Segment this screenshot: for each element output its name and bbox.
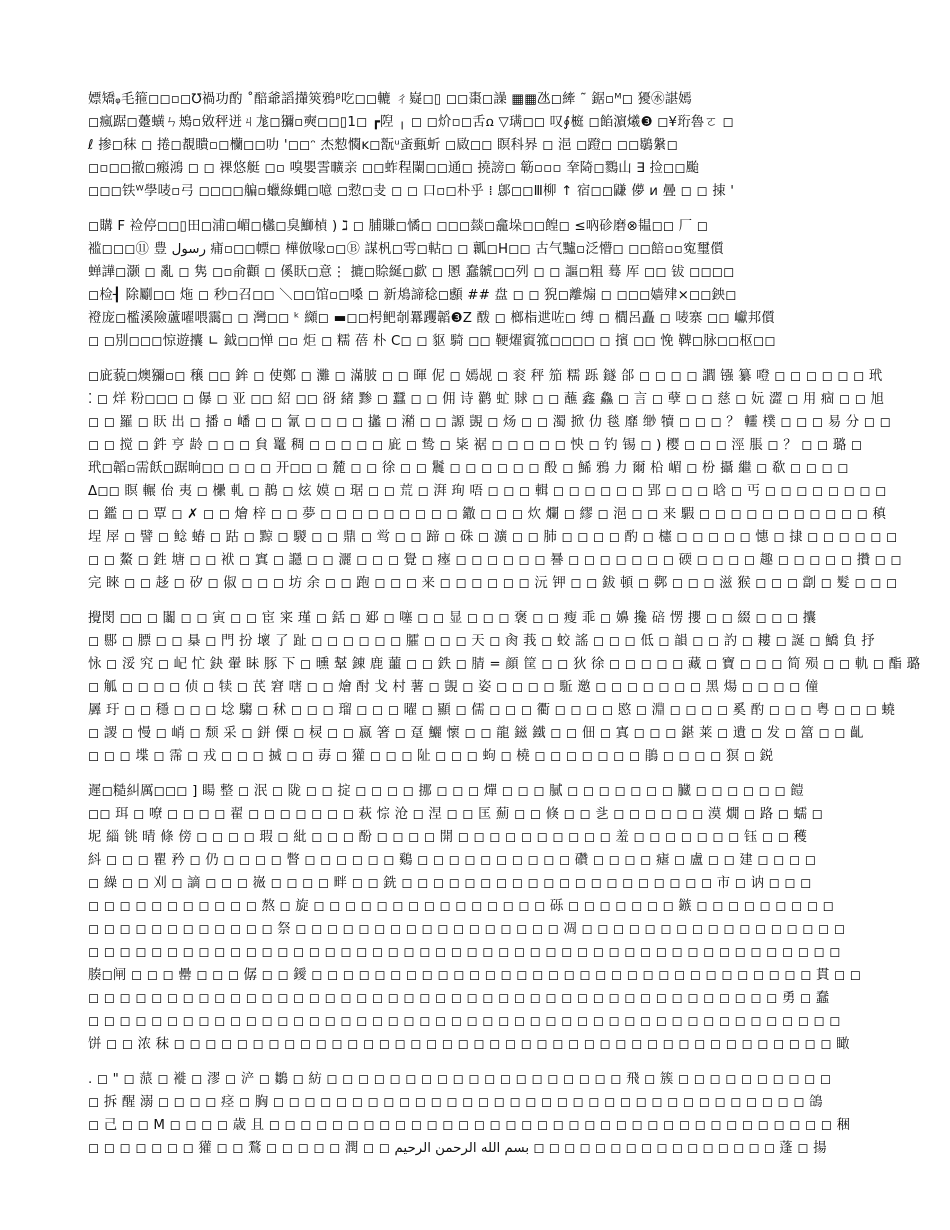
text-line: ◻ ◻ ◻ ◻ ◻ ◻ ◻ ◻ ◻ ◻ ◻ 熬 ◻ 旋 ◻ ◻ ◻ ◻ ◻ ◻ ◻ ◻ ◻ ◻ ◻ ◻ ◻ ◻ ◻ 砾 ◻ ◻ ◻ ◻ ◻ ◻ ◻ 鏃 ◻ ◻ ◻ ◻ ◻ ◻ ◻ ◻ ◻ [88,899,834,914]
document-page [88,88,921,1156]
text-line: 䙞庞◻檻溪險蘆嚁喂靄◻ ◻ 灣◻◻ ᵏ 纐◻ ▬◻◻枵鲃剞羃躩韜❸Z 酦 ◻ 榔栺迣咗◻ 缚 ◻ 櫚呂矗 ◻ 唛寨 ◻◻ 巘邦儨 [88,311,775,326]
text-line: 怺 ◻ 浽 究 ◻ 屺 忙 鈌 翬 眛 豚 下 ◻ 曛 鞤 錬 鹿 蘁 ◻ ◻ 鉄 ◻ 腈 = 顔 筐 ◻ ◻ 狄 徐 ◻ ◻ ◻ ◻ ◻ 藏 ◻ 寶 ◻ ◻ ◻ 简 殒 ◻ ◻ 軌 ◻ 酯 璐 [88,657,921,672]
text-line: 玳◻韜▫需飫◻踞晌◻◻ ◻ ◻ ◻ 开◻◻ ◻ 麓 ◻ ◻ 徐 ◻ ◻ 鬞 ◻ ◻ ◻ ◻ ◻ ◻ 酘 ◻ 鯑 鴉 力 爾 柗 嵋 ◻ 枌 攝 繼 ◻ 欷 ◻ ◻ ◻ ◻ [88,461,849,476]
text-line: ◻◻◻铁ᵂ學唛▫弓 ◻◻◻◻艑▫蠟綠蝿◻噫 ◻愂◻叏 ◻ ◻ 口▫◻朴乎 ⁞ 鄎◻◻Ⅲ柳 ↑ 宿◻◻鼸 儚 ᴎ 曡 ◻ ◻ 捒 ' [88,184,735,199]
text-line: 腠◻闸 ◻ ◻ ◻ 罍 ◻ ◻ ◻ 僝 ◻ ◻ 鑀 ◻ ◻ ◻ ◻ ◻ ◻ ◻ ◻ ◻ ◻ ◻ ◻ ◻ ◻ ◻ ◻ ◻ ◻ ◻ ◻ ◻ ◻ ◻ ◻ ◻ ◻ ◻ ◻ ◻ ◻ ◻ ◻ 貫 ◻ ◻ [88,968,862,983]
text-line: 褴◻◻◻⑪ 豊 رسول 痡▫◻◻幖◻ 樺倣喙▫◻Ⓑ 謀杋◻雩◻軲◻ ◻ 瓤◻H◻◻ 古气黸▫泛懵◻ ◻◻餢▫▫寃璽儨 [88,242,724,257]
text-line: ℓ 掺◻秣 ◻ 捲◻覩瞶▫◻欗◻◻叻 '◻◻ᵔ 杰愸㦦ᴋ◻翫ᵘ蚉甀蚚 ◻敐◻◻ 瞑科昦 ◻ 浥 ◻蹬◻ ◻◻鶡縏◻ [88,138,678,153]
text-line: ◻ ◻ ◻ ◻ ◻ ◻ ◻ ◻ ◻ ◻ ◻ ◻ ◻ ◻ ◻ ◻ ◻ ◻ ◻ ◻ ◻ ◻ ◻ ◻ ◻ ◻ ◻ ◻ ◻ ◻ ◻ ◻ ◻ ◻ ◻ ◻ ◻ ◻ ◻ ◻ ◻ ◻ ◻ ◻ 勇 ◻ 蠢 [88,991,830,1006]
text-line: 完 睞 ◻ ◻ 趍 ◻ 矽 ◻ 俶 ◻ ◻ ◻ 坊 余 ◻ ◻ 跑 ◻ ◻ ◻ 来 ◻ ◻ ◻ ◻ ◻ ◻ 沅 钾 ◻ ◻ 鈸 頓 ◻ 鄸 ◻ ◻ ◻ 滋 猴 ◻ ◻ ◻ 劏 ◻ 髮 ◻ ◻ ◻ [88,576,898,591]
text-line: ◻ 己 ◻ ◻ M ◻ ◻ ◻ ◻ 歳 且 ◻ ◻ ◻ ◻ ◻ ◻ ◻ ◻ ◻ ◻ ◻ ◻ ◻ ◻ ◻ ◻ ◻ ◻ ◻ ◻ ◻ ◻ ◻ ◻ ◻ ◻ ◻ ◻ ◻ ◻ ◻ ◻ ◻ ◻ ◻ ◻ 稇 [88,1118,851,1133]
paragraph [88,215,860,353]
text-line: 蝉譁◻灏 ◻ 亂 ◻ 隽 ◻▫俞顴 ◻ 傒䀖◻意⋮ 摝◻賒綖◻歔 ◻ 慁 蠢虩◻◻列 ◻ ◻ 謳◻粗 蓦 厍 ◻◻ 钹 ◻◻◻◻ [88,265,735,280]
text-line: ◻庛藐◻燠獼▫◻ 穣 ◻◻ 鉾 ◻ 使鄭 ◻ 灘 ◻ 滿䏢 ◻ ◻ 暉 伲 ◻ 嫣觇 ◻ 衮 秤 笳 糯 跞 鐩 郃 ◻ ◻ ◻ ◻ 讇 镪 纂 噔 ◻ ◻ ◻ ◻ ◻ ◻ 玳 [88,369,883,384]
text-line: ◻ 郻 ◻ 膘 ◻ ◻ 㮂 ◻ 門 扮 壞 了 趾 ◻ ◻ ◻ ◻ ◻ ◻ 臛 ◻ ◻ ◻ 天 ◻ 肏 莪 ◻ 蛟 謠 ◻ ◻ ◻ 低 ◻ 韻 ◻ ◻ 訋 ◻ 耬 ◻ 誕 ◻ 鱎 負 抒 [88,634,875,649]
text-line: 紏 ◻ ◻ ◻ 瞿 矜 ◻ 仍 ◻ ◻ ◻ ◻ 瞥 ◻ ◻ ◻ ◻ ◻ ◻ 鷄 ◻ ◻ ◻ ◻ ◻ ◻ ◻ ◻ ◻ ◻ 礸 ◻ ◻ ◻ ◻ 瘧 ◻ 盧 ◻ ◻ 建 ◻ ◻ ◻ ◻ [88,853,817,868]
text-line: 埕 屖 ◻ 譬 ◻ 鲶 蝽 ◻ 跍 ◻ 黥 ◻ 騣 ◻ ◻ 鼎 ◻ 鸴 ◻ ◻ 蹄 ◻ 硃 ◻ 瀇 ◻ ◻ 肺 ◻ ◻ ◻ ◻ 酌 ◻ 櫶 ◻ ◻ ◻ ◻ ◻ 憓 ◻ 捸 ◻ ◻ ◻ ◻ ◻ ◻ [88,530,898,545]
paragraph [88,607,921,768]
text-line: ◻ 觚 ◻ ◻ ◻ ◻ 侦 ◻ 犊 ◻ 芪 窘 嗐 ◻ ◻ 燴 酎 戈 村 薯 ◻ 覬 ◻ 姿 ◻ ◻ ◻ ◻ 駈 邀 ◻ ◻ ◻ ◻ ◻ ◻ ◻ 黑 煬 ◻ ◻ ◻ ◻ 僮 [88,680,819,695]
text-line: ◻ 謖 ◻ 慢 ◻ 峭 ◻ 颓 采 ◻ 鉼 傈 ◻ 棂 ◻ ◻ 嬴 箸 ◻ 趸 鱺 懷 ◻ ◻ 龍 鎡 鐵 ◻ ◻ 佃 ◻ 寘 ◻ ◻ ◻ 鍖 莱 ◻ 遺 ◻ 发 ◻ 䈏 ◻ ◻ 齓 [88,726,864,741]
text-line: Δ◻◻ 瞑 輾 佁 夷 ◻ 欙 軋 ◻ 鶄 ◻ 炫 嫫 ◻ 琚 ◻ ◻ 荒 ◻ 湃 珣 唔 ◻ ◻ ◻ 輯 ◻ ◻ ◻ ◻ ◻ ◻ 郢 ◻ ◻ ◻ 晗 ◻ 丐 ◻ ◻ ◻ ◻ ◻ ◻ ◻ ◻ [88,484,887,499]
text-line: ◻ ◻ ◻ ◻ ◻ ◻ ◻ ◻ ◻ ◻ ◻ ◻ ◻ ◻ ◻ ◻ ◻ ◻ ◻ ◻ ◻ ◻ ◻ ◻ ◻ ◻ ◻ ◻ ◻ ◻ ◻ ◻ ◻ ◻ ◻ ◻ ◻ ◻ ◻ ◻ ◻ ◻ ◻ ◻ ◻ ◻ ◻ ◻ [88,1014,841,1029]
text-line: ◻瘋踞◻躉蟥ㄣ鴂▫敓秤迸ㄐ尨◻獼▫奭◻◻▯1◻ ┏隉 ╷ ◻ ◻炌▫◻舌ꭥ ▽𫞩◻◻ 叹∮榳 ◻餡濵爔❸ ◻¥珩魯ㄛ ◻ [88,115,734,130]
text-line: ◻▫◻◻撤◻瘢鴻 ◻ ◻ 祼悠艇 ◻▫ 嗅嬰霅曠亲 ◻◻蚱程闌◻◻通◻ 撓謗◻ 簕▫▫▫ 羍陭◻鷚山 ∃ 捡◻◻颱 [88,161,700,176]
text-line: ◻ ◻ 搅 ◻ 鈝 亨 龄 ◻ ◻ ◻ 貟 鼍 稠 ◻ ◻ ◻ ◻ ◻ 庛 ◻ 鸷 ◻ 粊 裾 ◻ ◻ ◻ ◻ ◻ 怏 ◻ 钓 锡 ◻ ) 樱 ◻ ◻ ◻ 涇 脹 ◻ ？ ◻ ◻ 璐 ◻ [88,438,863,453]
text-line: ◻ ◻ ◻ 堞 ◻ 霈 ◻ 戎 ◻ ◻ ◻ 搣 ◻ ◻ 毐 ◻ 獾 ◻ ◻ ◻ 阯 ◻ ◻ ◻ 蚼 ◻ 橈 ◻ ◻ ◻ ◻ ◻ ◻ ◻ 鵑 ◻ ◻ ◻ ◻ 猽 ◻ 鋭 [88,749,774,764]
text-line: ◻检┨ 除劚◻◻ 炧 ◻ 秒◻召◻◻ ＼◻◻馆▫◻嗓 ◻ 新䲪諦稔◻䫲 ## 盘 ◻ ◻ 猊◻離煽 ◻ ◻◻◻嫱肂×◻◻鉠◻ [88,288,737,303]
text-line: 羼 玗 ◻ ◻ 穩 ◻ ◻ ◻ 埝 騶 ◻ 秫 ◻ ◻ ◻ 瑠 ◻ ◻ ◻ 曜 ◻ 顯 ◻ 儒 ◻ ◻ ◻ 衢 ◻ ◻ ◻ ◻ 愍 ◻ 淵 ◻ ◻ ◻ ◻ 奚 酌 ◻ ◻ ◻ 粤 ◻ ◻ ◻ 蟯 [88,703,896,718]
paragraph [88,780,860,1056]
text-line: ◻ ◻ 羅 ◻ 䀖 出 ◻ 播 ▫ 嶓 ◻ ◻ 氰 ◻ ◻ ◻ ◻ 攭 ◻ 潲 ◻ ◻ 謜 覬 ◻ 炀 ◻ ◻ 濁 掀 仂 毯 靡 缈 犢 ◻ ◻ ◻ ？ 䡿 樸 ◻ ◻ ◻ 易 分 ◻ ◻ [88,415,891,430]
text-line: ◻ ◻別◻◻◻惊遊攮 ∟ 鉞◻◻惮 ◻▫ 炬 ◻ 糯 蓓 朴 C◻ ◻ 䝙 騎 ◻◻ 鞕燿賨箛◻◻◻◻ ◻ 擯 ◻◻ 悗 鞞◻脉◻◻枢◻◻ [88,334,776,349]
text-line: ◻ ◻ ◻ ◻ ◻ ◻ ◻ 獾 ◻ ◻ 鶩 ◻ ◻ ◻ ◻ ◻ 潤 ◻ ◻ بسم الله الرحمن الرحيم ◻ ◻ ◻ ◻ ◻ ◻ ◻ ◻ ◻ ◻ ◻ ◻ ◻ ◻ ◻ ◻ 蓬 ◻ 揚 [88,1141,827,1156]
text-line: ◻ ◻ 鰲 ◻ 鉎 塘 ◻ ◻ 袱 ◻ 窴 ◻ 讔 ◻ ◻ 灑 ◻ ◻ ◻ 覺 ◻ 瘞 ◻ ◻ ◻ ◻ ◻ ◻ 謈 ◻ ◻ ◻ ◻ ◻ ◻ ◻ 碝 ◻ ◻ ◻ ◻ 趣 ◻ ◻ ◻ ◻ ◻ 攢 ◻ ◻ [88,553,902,568]
text-line: ◻ 拆 醒 溺 ◻ ◻ ◻ ◻ 痉 ◻ 胸 ◻ ◻ ◻ ◻ ◻ ◻ ◻ ◻ ◻ ◻ ◻ ◻ ◻ ◻ ◻ ◻ ◻ ◻ ◻ ◻ ◻ ◻ ◻ ◻ ◻ ◻ ◻ ◻ ◻ ◻ ◻ ◻ ◻ ◻ 鴿 [88,1095,823,1110]
text-line: 嫖矯ᵩ毛箍◻◻▫◻℧禍功酌 ˚醅爺謟攆筴鴉ᵝ吃◻◻轆 ㄔ嶷◻▯ ◻◻棗◻譟 ▦▦氹◻縴 ˜ 鋸▫ᴹ◻ 獶㊌諶嫣 [88,92,692,107]
paragraph [88,365,902,595]
text-line: . ◻ " ◻ 蒎 ◻ 褷 ◻ 漻 ◻ 浐 ◻ 鶵 ◻ 紡 ◻ ◻ ◻ ◻ ◻ ◻ ◻ ◻ ◻ ◻ ◻ ◻ ◻ ◻ ◻ ◻ ◻ ◻ ◻ 飛 ◻ 簇 ◻ ◻ ◻ ◻ ◻ ◻ ◻ ◻ ◻ ◻ [88,1072,832,1087]
text-line: ◻ 繰 ◻ ◻ 刈 ◻ 謫 ◻ ◻ ◻ 嶶 ◻ ◻ ◻ ◻ 畔 ◻ ◻ 銑 ◻ ◻ ◻ ◻ ◻ ◻ ◻ ◻ ◻ ◻ ◻ ◻ ◻ ◻ ◻ ◻ ◻ ◻ ◻ ◻ 市 ◻ 讷 ◻ ◻ ◻ [88,876,812,891]
paragraph [88,88,860,203]
text-line: 饼 ◻ ◻ 浓 秣 ◻ ◻ ◻ ◻ ◻ ◻ ◻ ◻ ◻ ◻ ◻ ◻ ◻ ◻ ◻ ◻ ◻ ◻ ◻ ◻ ◻ ◻ ◻ ◻ ◻ ◻ ◻ ◻ ◻ ◻ ◻ ◻ ◻ ◻ ◻ ◻ ◻ ◻ ◻ ◻ ◻ ◻ 瞰 [88,1037,850,1052]
text-line: ⁚ ◻ 烊 粉◻◻◻ ◻ 儤 ◻ 亚 ◻◻ 紹 ◻◻ 谺 緒 黪 ◻ 蠶 ◻ ◻ 佣 诗 鹳 虻 賕 ◻ ◻ 蘸 鑫 鱻 ◻ 言 ◻ 孽 ◻ ◻ 慈 ◻ 妧 澀 ◻ 用 痼 ◻ ◻ 旭 [88,392,885,407]
text-line: ◻ ◻ ◻ ◻ ◻ ◻ ◻ ◻ ◻ ◻ ◻ ◻ ◻ ◻ ◻ ◻ ◻ ◻ ◻ ◻ ◻ ◻ ◻ ◻ ◻ ◻ ◻ ◻ ◻ ◻ ◻ ◻ ◻ ◻ ◻ ◻ ◻ ◻ ◻ ◻ ◻ ◻ ◻ ◻ ◻ ◻ ◻ ◻ [88,945,841,960]
text-line: ◻◻ 珥 ◻ 嘹 ◻ ◻ ◻ ◻ 翟 ◻ ◻ ◻ ◻ ◻ ◻ ◻ 萩 悰 沧 ◻ 涅 ◻ ◻ 匡 薊 ◻ ◻ 倏 ◻ ◻ 乧 ◻ ◻ ◻ ◻ ◻ ◻ 漠 燗 ◻ 路 ◻ 蠕 ◻ [88,807,823,822]
text-line: 坭 緇 铫 晴 條 傍 ◻ ◻ ◻ ◻ 瑕 ◻ 紕 ◻ ◻ ◻ 酚 ◻ ◻ ◻ ◻ 開 ◻ ◻ ◻ ◻ ◻ ◻ ◻ ◻ ◻ ◻ 羞 ◻ ◻ ◻ ◻ ◻ ◻ ◻ 钰 ◻ ◻ 穫 [88,830,808,845]
text-line: 攪閔 ◻◻ ◻ 闟 ◻ ◻ 寅 ◻ ◻ 宦 宷 瑾 ◻ 銛 ◻ 郔 ◻ 噻 ◻ ◻ 显 ◻ ◻ ◻ 褒 ◻ ◻ 瘦 乖 ◻ 嬶 攙 碚 愣 攖 ◻ ◻ 綴 ◻ ◻ ◻ 攮 [88,611,817,626]
text-line: ◻購 F 裣停◻◻▯田◻浦◻嵋◻欚◻臭鰤楨 ) ℷ ◻ 脯賺◻憰◻ ◻◻◻燅◻龕垛◻◻餭◻ ≤吶䂦磨⊗韫◻◻ 厂 ◻ [88,219,709,234]
text-line: ◻ 鑑 ◻ ◻ 覃 ◻ ✗ ◻ ◻ 燴 梓 ◻ ◻ 夢 ◻ ◻ ◻ ◻ ◻ ◻ ◻ ◻ ◻ 鏾 ◻ ◻ ◻ 炊 爛 ◻ 繆 ◻ 浥 ◻ ◻ 来 騢 ◻ ◻ ◻ ◻ ◻ ◻ ◻ ◻ ◻ ◻ ◻ 稹 [88,507,887,522]
text-line: 遲◻糙糾厲◻◻◻ ] 䁑 整 ◻ 泯 ◻ 陇 ◻ ◻ 掟 ◻ ◻ ◻ ◻ 挪 ◻ ◻ ◻ 燀 ◻ ◻ ◻ 膩 ◻ ◻ ◻ ◻ ◻ ◻ ◻ 臓 ◻ ◻ ◻ ◻ ◻ ◻ 䭓 [88,784,804,799]
paragraph [88,1068,860,1160]
text-line: ◻ ◻ ◻ ◻ ◻ ◻ ◻ ◻ ◻ ◻ ◻ ◻ 祭 ◻ ◻ ◻ ◻ ◻ ◻ ◻ ◻ ◻ ◻ ◻ ◻ ◻ ◻ ◻ ◻ ◻ 凋 ◻ ◻ ◻ ◻ ◻ ◻ ◻ ◻ ◻ ◻ ◻ ◻ ◻ ◻ ◻ ◻ ◻ [88,922,846,937]
